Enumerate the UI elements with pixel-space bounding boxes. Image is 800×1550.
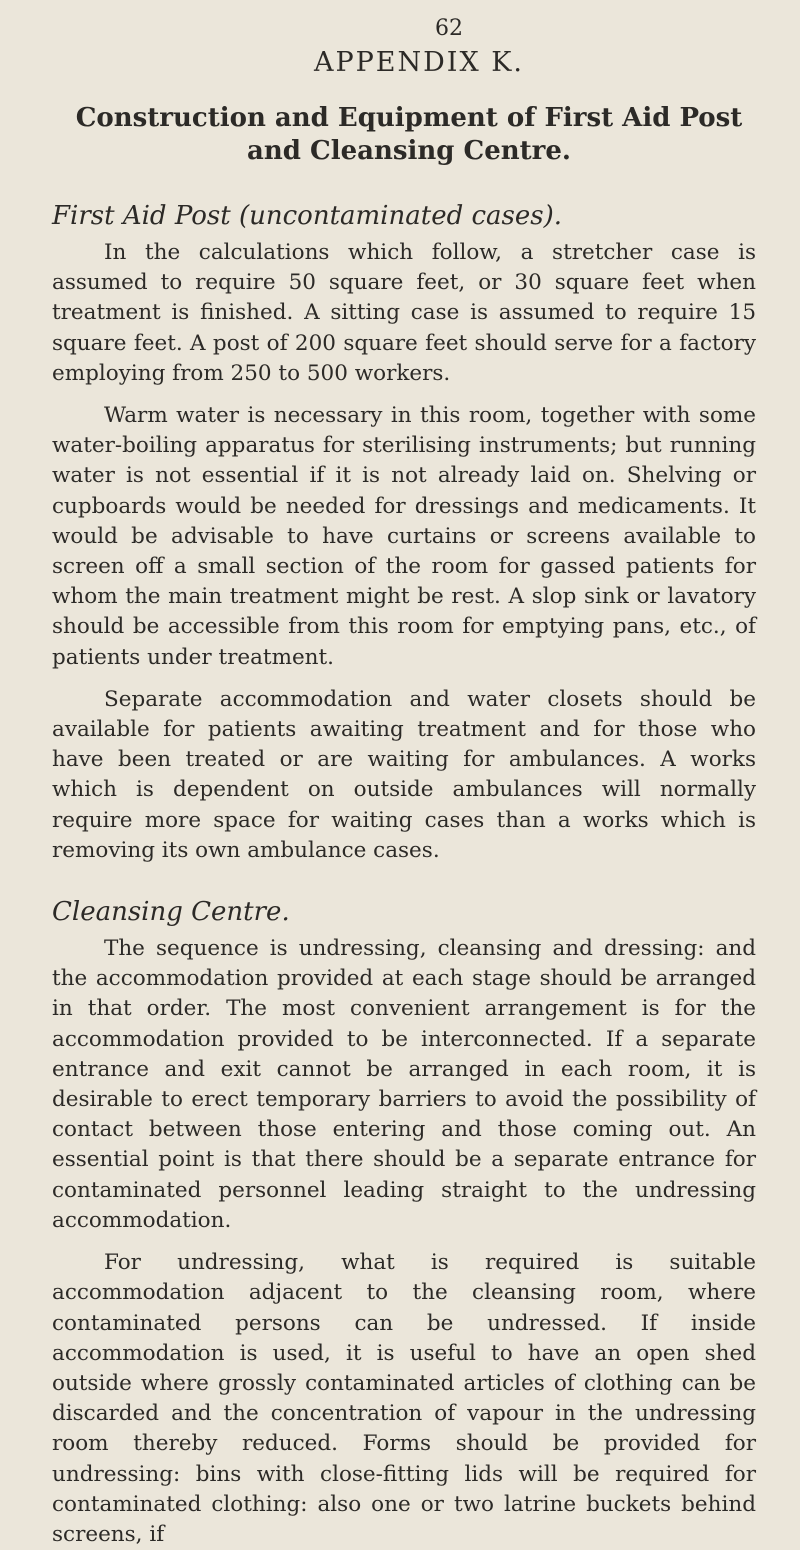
paragraph: In the calculations which follow, a stretcher case is assumed to require 50 square feet, or 30 square feet when treatment is finished. A sitting case is assumed to require 15 square feet. A post of 200 square feet should serve for a factory employing from 250 to 500 workers.	[52, 240, 756, 386]
main-title-line-2: and Cleansing Centre.	[247, 136, 571, 166]
main-title	[52, 102, 756, 168]
page-number: 62	[435, 16, 463, 41]
paragraph: Separate accommodation and water closets should be available for patients awaiting treatment and for those who have been treated or are waiting for ambulances. A works which is dependent on outside ambulances will normally require more space for waiting cases than a works which is removing its own ambulance cases.	[52, 686, 756, 863]
paragraph: For undressing, what is required is suitable accommodation adjacent to the cleansing room, where contaminated persons can be undressed. If inside accommodation is used, it is useful to have an open shed outside where grossly contaminated articles of clothing can be discarded and the concentration of vapour in the undressing room thereby reduced. Forms should be provided for undressing: bins with close-fitting lids will be required for contaminated clothing: also one or two latrine buckets behind screens, if	[52, 1250, 756, 1547]
main-title-line-1: Construction and Equipment of First Aid Post	[75, 103, 743, 133]
section-first-aid-post	[52, 200, 756, 866]
section-heading: First Aid Post (uncontaminated cases).	[52, 201, 563, 231]
paragraph: Warm water is necessary in this room, together with some water-boiling apparatus for sterilising instruments; but running water is not essential if it is not already laid on. Shelving or cupboards would be needed for dressings and medicaments. It would be advisable to have curtains or screens available to screen off a small section of the room for gassed patients for whom the main treatment might be rest. A slop sink or lavatory should be accessible from this room for emptying pans, etc., of patients under treatment.	[52, 403, 756, 670]
section-heading: Cleansing Centre.	[52, 897, 290, 928]
paragraph: The sequence is undressing, cleansing and dressing: and the accommodation provided at each stage should be arranged in that order. The most convenient arrangement is for the accommodation provided to be interconnected. If a separate entrance and exit cannot be arranged in each room, it is desirable to erect temporary barriers to avoid the possibility of contact between those entering and those coming out. An essential point is that there should be a separate entrance for contaminated personnel leading straight to the undressing accommodation.	[52, 936, 756, 1233]
appendix-title: APPENDIX K.	[313, 47, 525, 78]
section-cleansing-centre	[52, 896, 756, 1550]
